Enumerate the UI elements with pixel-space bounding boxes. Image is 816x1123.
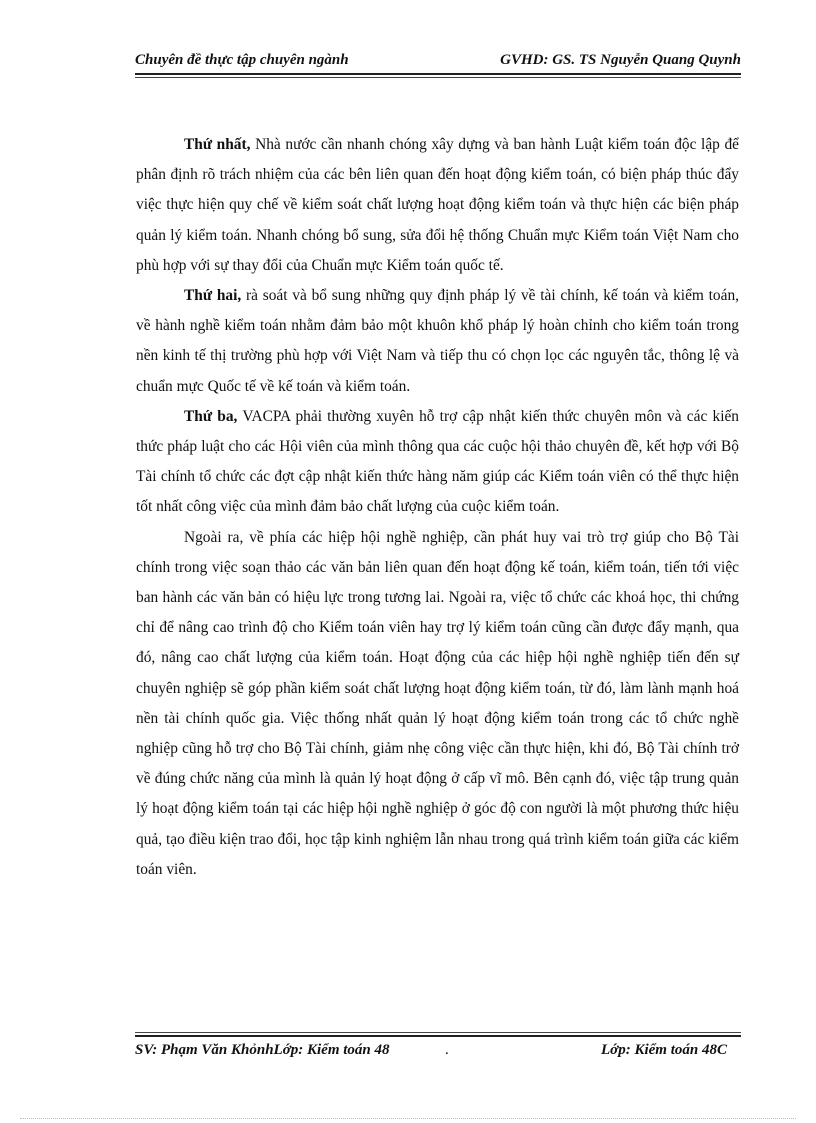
page-header bbox=[135, 50, 741, 70]
footer-student: SV: Phạm Văn KhỏnhLớp: Kiểm toán 48 bbox=[135, 1042, 390, 1058]
body-text bbox=[136, 130, 739, 885]
page-bottom-border bbox=[20, 1118, 796, 1119]
paragraph-lead: Thứ nhất, bbox=[184, 136, 251, 153]
footer-dot: . bbox=[445, 1042, 449, 1058]
paragraph-fourth bbox=[136, 523, 739, 885]
header-rule bbox=[135, 73, 741, 75]
paragraph-text: VACPA phải thường xuyên hỗ trợ cập nhật kiến thức chuyên môn và các kiến thức pháp luật cho các Hội viên của mình thông qua các cuộc hội thảo chuyên đề, kết hợp với Bộ Tài chính tổ chức các đợt cập nhật kiến thức hàng năm giúp các Kiểm toán viên có thể thực hiện tốt nhất công việc của mình đảm bảo chất lượng của cuộc kiểm toán. bbox=[136, 407, 740, 516]
header-supervisor: GVHD: GS. TS Nguyễn Quang Quynh bbox=[500, 52, 741, 68]
footer-rule-thin bbox=[135, 1032, 741, 1033]
footer-rule bbox=[135, 1035, 741, 1037]
footer-class: Lớp: Kiểm toán 48C bbox=[601, 1042, 727, 1058]
header-course-title: Chuyên đề thực tập chuyên ngành bbox=[135, 52, 349, 68]
header-rule-thin bbox=[135, 77, 741, 78]
paragraph-first bbox=[136, 130, 739, 281]
paragraph-lead: Thứ hai, bbox=[184, 287, 242, 305]
paragraph-text: Ngoài ra, về phía các hiệp hội nghề nghiệp, cần phát huy vai trò trợ giúp cho Bộ Tài chính trong việc soạn thảo các văn bản liên quan đến hoạt động kế toán, kiểm toán, tiến tới việc ban hành các văn bản có hiệu lực trong tương lai. Ngoài ra, việc tổ chức các khoá học, thi chứng chỉ để nâng cao trình độ cho Kiểm toán viên hay trợ lý kiểm toán cũng cần được đẩy mạnh, qua đó, nâng cao chất lượng của kiểm toán. Hoạt động của các hiệp hội nghề nghiệp tiến đến sự chuyên nghiệp sẽ góp phần kiểm soát chất lượng hoạt động kiểm toán, từ đó, làm lành mạnh hoá nền tài chính quốc gia. Việc thống nhất quản lý hoạt động kiểm toán trong các tổ chức nghề nghiệp cũng hỗ trợ cho Bộ Tài chính, giảm nhẹ công việc cần thực hiện, khi đó, Bộ Tài chính trở về đúng chức năng của mình là quản lý hoạt động ở cấp vĩ mô. Bên cạnh đó, việc tập trung quản lý hoạt động kiểm toán tại các hiệp hội nghề nghiệp ở góc độ con người là một phương thức hiệu quả, tạo điều kiện trao đổi, học tập kinh nghiệm lẫn nhau trong quá trình kiểm toán giữa các kiểm toán viên. bbox=[136, 528, 739, 878]
paragraph-text: rà soát và bổ sung những quy định pháp lý về tài chính, kế toán và kiểm toán, về hành nghề kiểm toán nhằm đảm bảo một khuôn khổ pháp lý hoàn chỉnh cho kiểm toán trong nền kinh tế thị trường phù hợp với Việt Nam và tiếp thu có chọn lọc các nguyên tắc, thông lệ và chuẩn mực Quốc tế về kế toán và kiểm toán. bbox=[136, 287, 739, 395]
paragraph-second bbox=[136, 281, 739, 402]
paragraph-lead: Thứ ba, bbox=[184, 407, 238, 425]
paragraph-third bbox=[136, 402, 739, 523]
paragraph-text: Nhà nước cần nhanh chóng xây dựng và ban hành Luật kiểm toán độc lập để phân định rõ trách nhiệm của các bên liên quan đến hoạt động kiểm toán, có biện pháp thúc đẩy việc thực hiện quy chế về kiểm soát chất lượng hoạt động kiểm toán và thực hiện các biện pháp quản lý kiểm toán. Nhanh chóng bổ sung, sửa đổi hệ thống Chuẩn mực Kiểm toán Việt Nam cho phù hợp với sự thay đổi của Chuẩn mực Kiểm toán quốc tế. bbox=[136, 136, 739, 274]
page-footer bbox=[135, 1040, 741, 1060]
